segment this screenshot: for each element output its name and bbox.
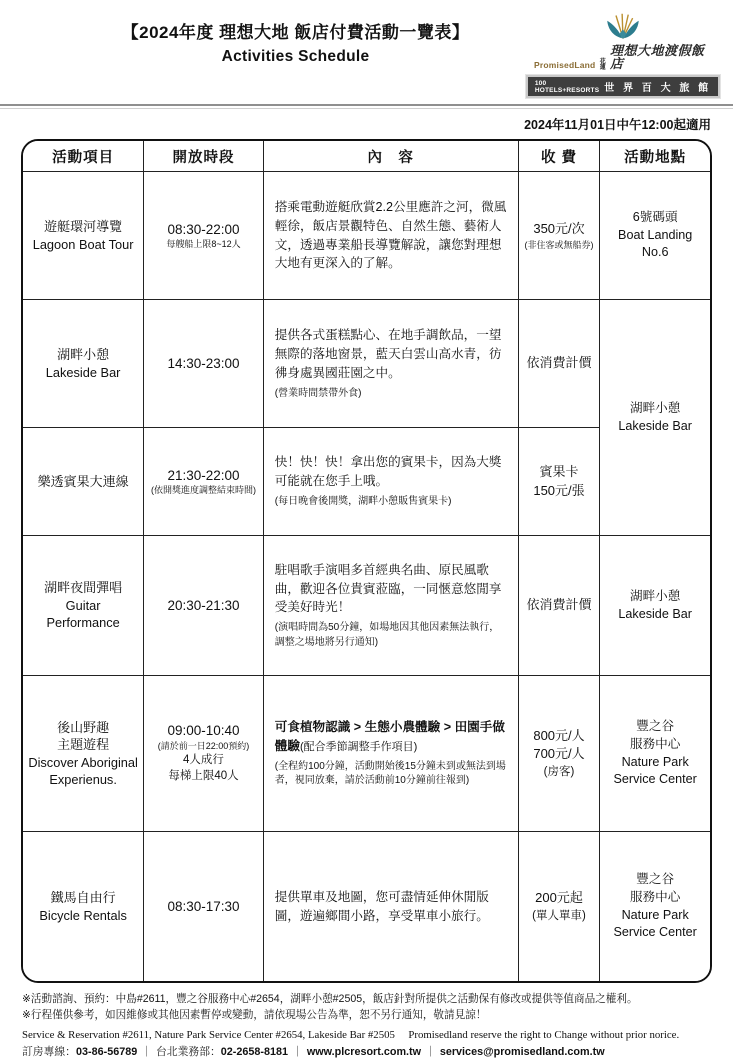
cell-content: [263, 171, 518, 299]
col-header-fee: 收 費: [518, 141, 600, 171]
activity-name-en: Lakeside Bar: [45, 364, 121, 380]
separator: ｜: [425, 1045, 436, 1058]
content-text: 提供單車及地圖，您可盡情延伸休閒版圖，遊遍鄉間小路，享受單車小旅行。: [274, 889, 489, 923]
cell-content: [263, 427, 518, 535]
cell-fee: [518, 171, 600, 299]
cell-fee: [518, 675, 600, 831]
activity-name-zh: 後山野趣: [57, 719, 110, 735]
fee-amount: 150元/張: [533, 482, 585, 498]
location-en: Boat Landing No.6: [618, 227, 693, 260]
location-zh: 6號碼頭: [632, 210, 678, 225]
content-text: 提供各式蛋糕點心、在地手調飲品，一望無際的落地窗景，藍天白雲山高水青，彷彿身處異國莊園之中。: [274, 327, 502, 380]
website-url: www.plcresort.com.tw: [306, 1045, 422, 1058]
badge-text-zh: 世 界 百 大 旅 館: [604, 83, 712, 94]
cell-fee: [518, 535, 600, 675]
activity-name-en: Bicycle Rentals: [39, 907, 127, 923]
fee-amount: 依消費計價: [526, 355, 592, 371]
content-text: 搭乘電動遊艇欣賞2.2公里應許之河，微風輕徐，飯店景觀特色、自然生態、藝術人文，透過專業船長導覽解說，讓您對理想大地有更深入的了解。: [274, 199, 507, 271]
brand-name-zh: 理想大地渡假飯店: [609, 44, 705, 72]
time-range: 08:30-22:00: [167, 221, 240, 237]
location-en: Nature Park Service Center: [613, 754, 697, 787]
hotel-logo: [534, 10, 712, 98]
header-divider: [0, 104, 733, 109]
content-note: (營業時間禁帶外食): [274, 387, 362, 399]
fee-amount: 依消費計價: [526, 597, 592, 613]
cell-activity: [23, 299, 143, 427]
fee-note: (非住客或無船券): [524, 239, 594, 250]
cell-time: [143, 171, 263, 299]
fee-amount: 200元起: [535, 890, 583, 906]
activity-name-zh: 遊艇環河導覽: [44, 219, 123, 235]
time-min-group: 4人成行: [183, 753, 224, 766]
footer-note-en: Service & Reservation #2611, Nature Park Service Center #2654, Lakeside Bar #2505 Promisedland reserve the right to Change without prior norice.: [22, 1028, 680, 1041]
separator: ｜: [292, 1045, 303, 1058]
cell-time: [143, 675, 263, 831]
location-en: Lakeside Bar: [618, 418, 692, 433]
location-zh: 湖畔小憩: [629, 400, 681, 415]
brand-name-en: PromisedLand: [534, 59, 596, 70]
cell-activity: [23, 171, 143, 299]
location-zh: 湖畔小憩: [629, 588, 681, 603]
cell-content: [263, 675, 518, 831]
cell-time: [143, 427, 263, 535]
activity-name-en: Discover Aboriginal Experienus.: [28, 754, 138, 788]
content-paren: (配合季節調整手作項目): [299, 741, 418, 753]
separator: ｜: [141, 1045, 153, 1058]
footer-contact-line: [22, 1044, 711, 1059]
cell-activity: [23, 427, 143, 535]
cell-content: [263, 299, 518, 427]
taipei-office-number: 02-2658-8181: [220, 1045, 289, 1058]
col-header-time: 開放時段: [143, 141, 263, 171]
time-note: (請於前一日22:00預約): [157, 740, 250, 751]
fee-item: 賓果卡: [539, 463, 579, 479]
hotels-resorts-badge: [526, 75, 720, 98]
fee-note: (單人單車): [532, 909, 586, 922]
cell-fee: [518, 427, 600, 535]
time-max-group: 每梯上限40人: [168, 770, 239, 783]
cell-location: [599, 831, 710, 981]
lotus-icon: [605, 12, 641, 45]
time-range: 21:30-22:00: [167, 467, 240, 483]
page-title-en: Activities Schedule: [221, 48, 370, 65]
cell-activity: [23, 535, 143, 675]
cell-content: [263, 535, 518, 675]
cell-location: [599, 535, 710, 675]
content-note: (全程約100分鐘，活動開始後15分鐘未到或無法到場者，視同放棄，請於活動前10分鐘前往報到): [274, 760, 506, 787]
location-zh: 豐之谷: [636, 719, 675, 734]
fee-amount-guest: 700元/人: [533, 746, 585, 762]
email-address: services@promisedland.com.tw: [439, 1045, 605, 1058]
cell-activity: [23, 675, 143, 831]
title-block: [21, 10, 534, 66]
document-header: [21, 10, 712, 98]
time-range: 14:30-23:00: [167, 355, 240, 371]
content-text: 駐唱歌手演唱多首經典名曲、原民風歌曲，歡迎各位貴賓蒞臨，一同愜意悠閒享受美好時光！: [274, 562, 502, 615]
time-range: 09:00-10:40: [167, 722, 240, 738]
taipei-office-label: 台北業務部：: [156, 1045, 221, 1058]
time-range: 20:30-21:30: [167, 597, 240, 613]
activity-name-zh: 湖畔小憩: [57, 347, 110, 363]
location-zh2: 服務中心: [629, 736, 681, 751]
location-en: Lakeside Bar: [618, 606, 692, 621]
activities-table: [21, 139, 712, 983]
brand-line: [534, 45, 712, 71]
footer-note-1: ※活動諮詢、預約：中島#2611，豐之谷服務中心#2654，湖畔小憩#2505，飯店針對所提供之活動保有修改或提供等值商品之權利。: [22, 993, 638, 1005]
page-title-zh: 【2024年度 理想大地 飯店付費活動一覽表】: [121, 23, 470, 42]
activity-name-en: Lagoon Boat Tour: [32, 236, 134, 252]
brand-seal: 花蓮: [599, 59, 606, 71]
col-header-activity: 活動項目: [23, 141, 143, 171]
location-en: Nature Park Service Center: [613, 907, 697, 940]
cell-location-rowspan: [599, 299, 710, 535]
booking-hotline-number: 03-86-56789: [75, 1045, 138, 1058]
content-note: (每日晚會後開獎，湖畔小憩販售賓果卡): [274, 496, 452, 508]
cell-location: [599, 171, 710, 299]
activity-name-zh: 鐵馬自由行: [50, 890, 116, 906]
badge-text-en: 100 HOTELS+RESORTS: [534, 79, 600, 94]
time-note: (依開獎進度調整結束時間): [150, 485, 256, 496]
cell-content: [263, 831, 518, 981]
activity-name-zh: 湖畔夜間彈唱: [44, 580, 123, 596]
cell-fee: [518, 299, 600, 427]
col-header-location: 活動地點: [599, 141, 710, 171]
booking-hotline-label: 訂房專線：: [22, 1045, 76, 1058]
time-note: 每艘船上限8~12人: [166, 239, 241, 250]
document-footer: [21, 991, 712, 1059]
effective-date: 2024年11月01日中午12:00起適用: [524, 118, 711, 132]
activity-name-en: Guitar Performance: [46, 598, 120, 631]
location-zh2: 服務中心: [629, 889, 681, 904]
cell-time: [143, 299, 263, 427]
activity-name-zh: 樂透賓果大連線: [37, 473, 129, 489]
content-text: 可食植物認識 > 生態小農體驗 > 田園手做體驗: [274, 720, 505, 753]
time-range: 08:30-17:30: [167, 898, 240, 914]
fee-amount: 350元/次: [533, 220, 585, 236]
cell-time: [143, 535, 263, 675]
cell-location: [599, 675, 710, 831]
content-note: (演唱時間為50分鐘，如場地因其他因素無法執行，調整之場地將另行通知): [274, 622, 500, 648]
activity-name-zh2: 主題遊程: [57, 737, 110, 753]
fee-note: (房客): [543, 766, 575, 779]
cell-fee: [518, 831, 600, 981]
col-header-content: 內 容: [263, 141, 518, 171]
footer-note-2: ※行程僅供參考，如因維修或其他因素暫停或變動，請依現場公告為準，恕不另行通知，敬請見諒！: [22, 1009, 487, 1022]
cell-activity: [23, 831, 143, 981]
location-zh: 豐之谷: [636, 872, 675, 887]
fee-amount: 800元/人: [533, 727, 585, 743]
content-text: 快！快！快！拿出您的賓果卡，因為大獎可能就在您手上哦。: [274, 455, 502, 489]
cell-time: [143, 831, 263, 981]
